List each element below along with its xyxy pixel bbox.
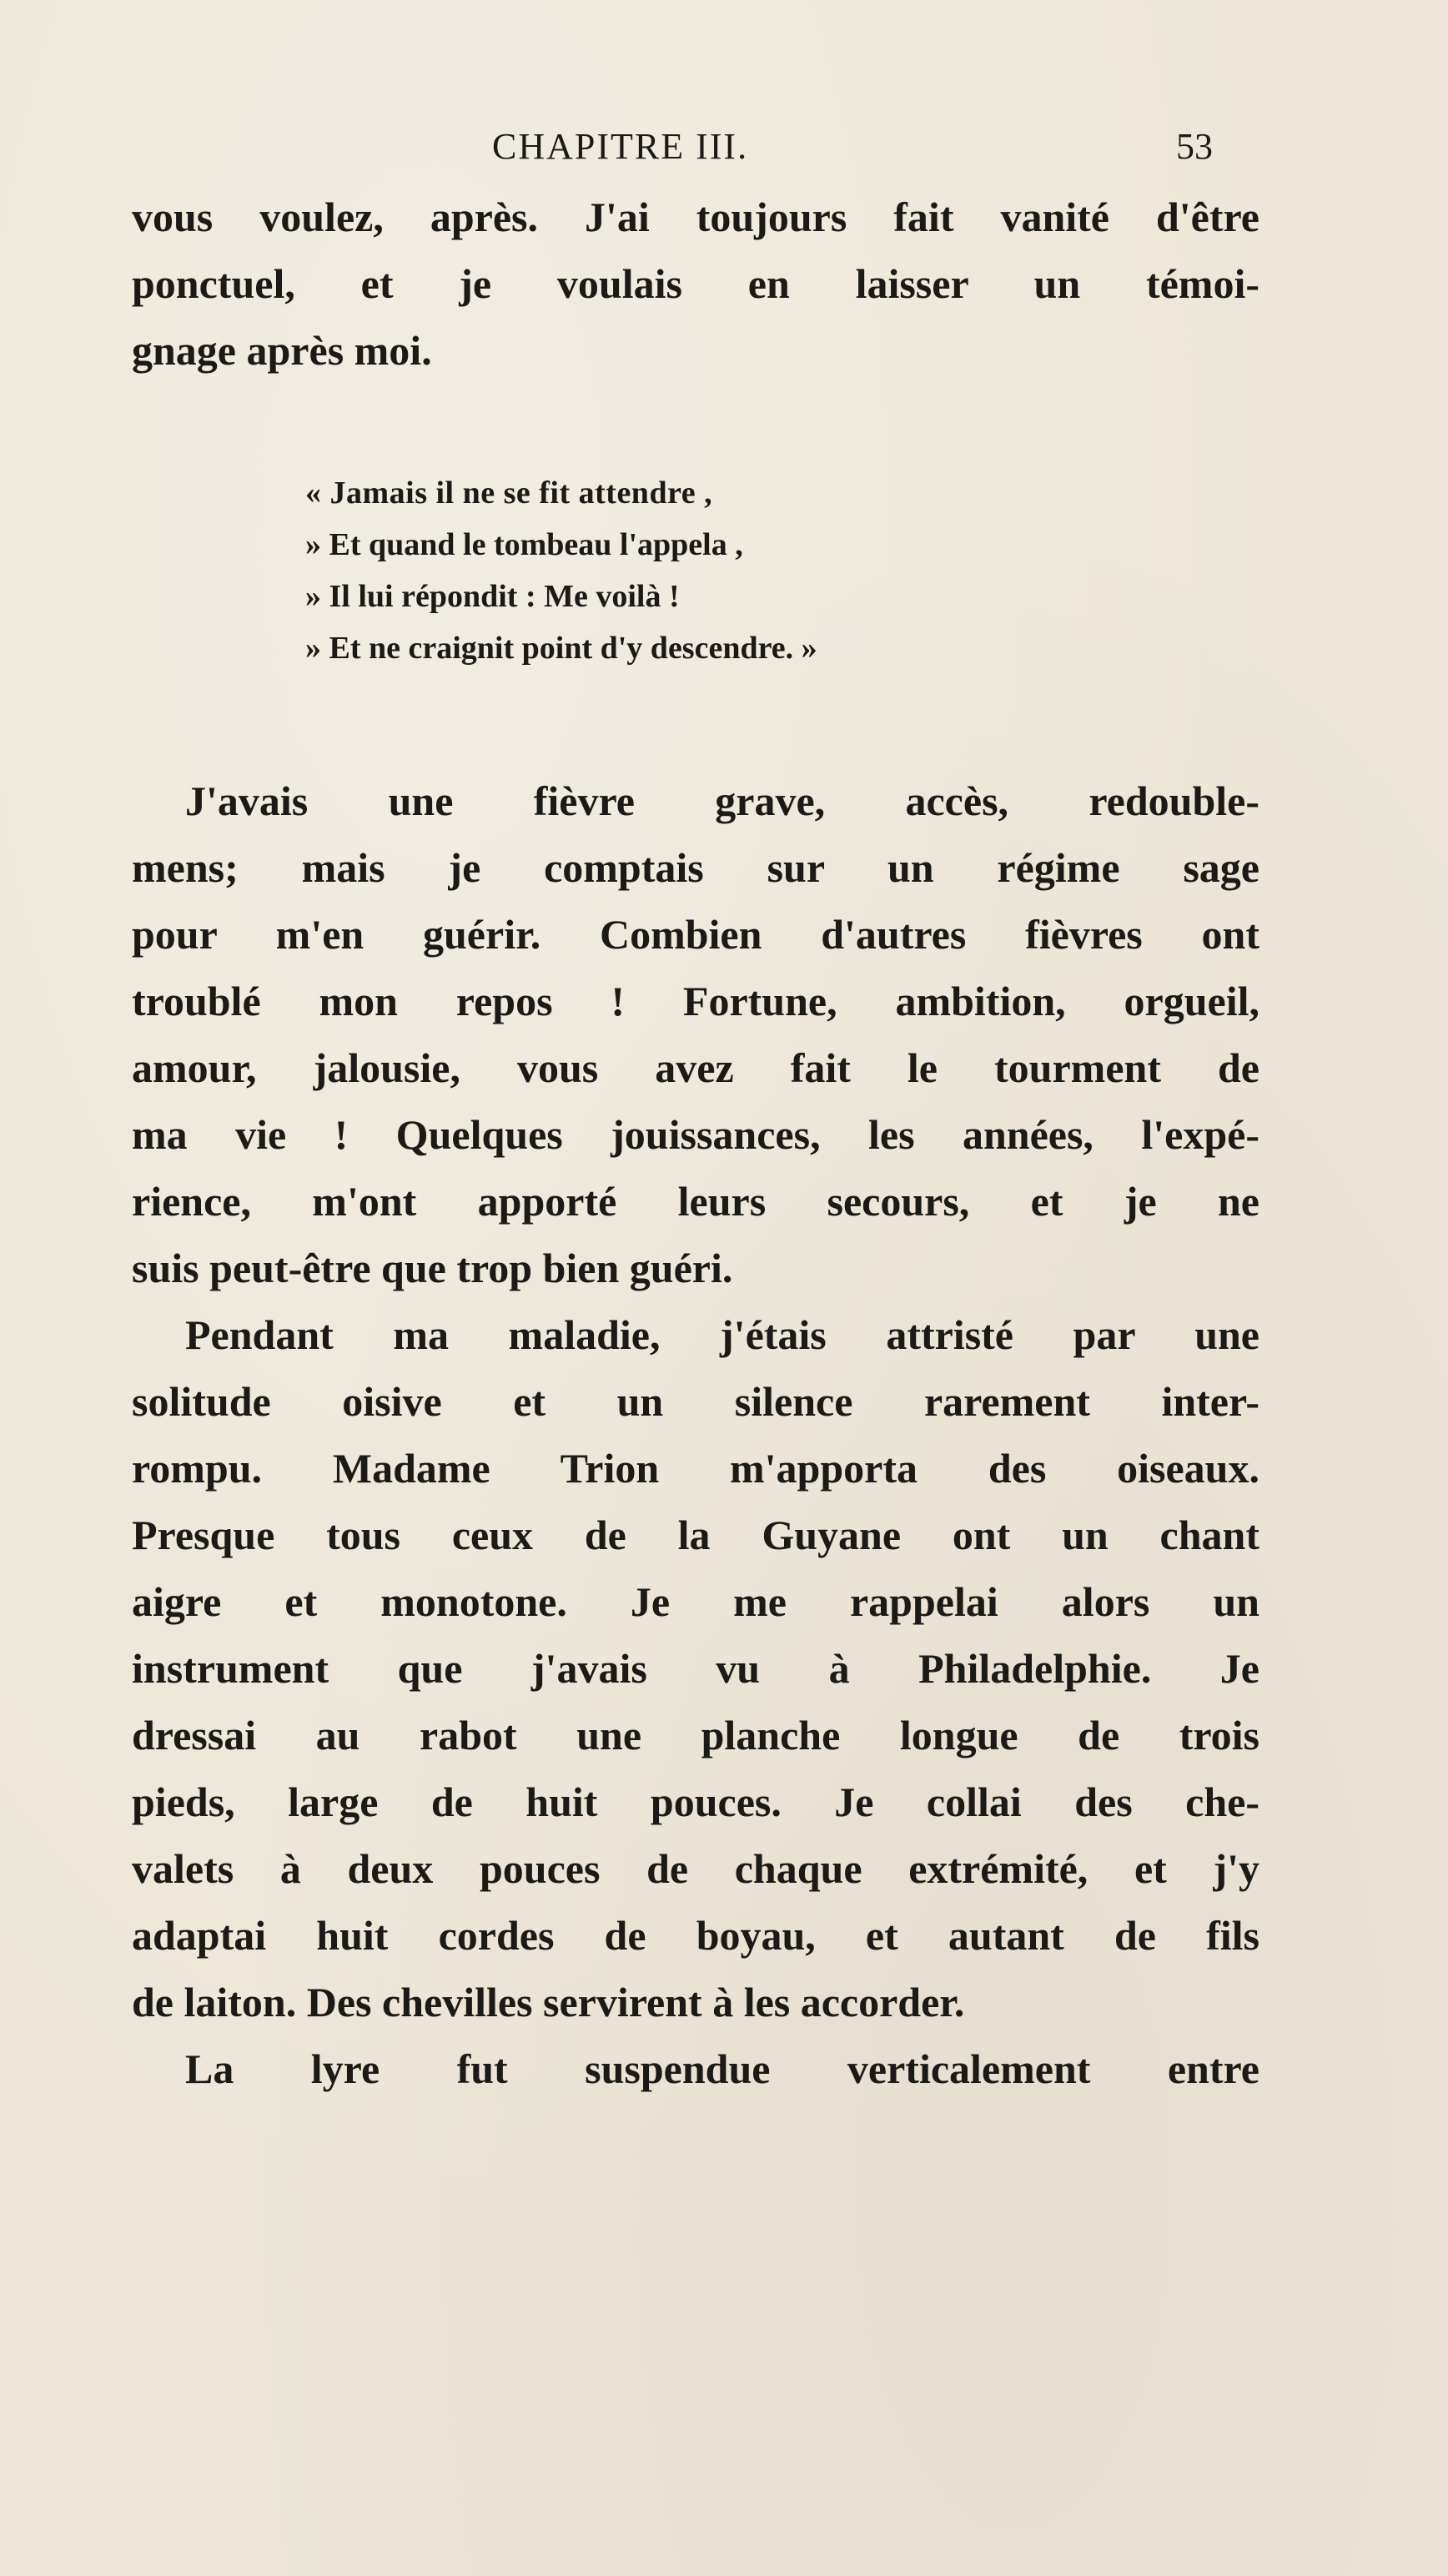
text-line: instrument que j'avais vu à Philadelphie. Je: [132, 1645, 1259, 1692]
text-line: Presque tous ceux de la Guyane ont un chant: [132, 1512, 1259, 1558]
text-line: dressai au rabot une planche longue de trois: [132, 1712, 1259, 1758]
text-line: solitude oisive et un silence rarement inter-: [132, 1378, 1259, 1425]
text-line: troublé mon repos ! Fortune, ambition, orgueil,: [132, 978, 1259, 1024]
text-line: vous voulez, après. J'ai toujours fait vanité d'être: [132, 194, 1259, 240]
text-line: aigre et monotone. Je me rappelai alors un: [132, 1578, 1259, 1625]
text-line: adaptai huit cordes de boyau, et autant de fils: [132, 1912, 1259, 1959]
text-line: valets à deux pouces de chaque extrémité, et j'y: [132, 1845, 1259, 1892]
verse-line: » Il lui répondit : Me voilà !: [305, 579, 680, 614]
paragraph-2: [132, 767, 1259, 1301]
verse-line: » Et ne craignit point d'y descendre. »: [305, 631, 817, 666]
text-line: gnage après moi.: [132, 327, 432, 374]
body-text: [132, 767, 1259, 2102]
text-line: Pendant ma maladie, j'étais attristé par une: [185, 1311, 1259, 1358]
chapter-title: CHAPITRE III.: [492, 126, 749, 167]
text-line: pieds, large de huit pouces. Je collai des che-: [132, 1779, 1259, 1825]
verse-quotation: [305, 467, 1056, 674]
paragraph-3: [132, 1301, 1259, 2035]
text-line: suis peut-être que trop bien guéri.: [132, 1245, 733, 1291]
paragraph-1: [132, 184, 1259, 384]
text-line: pour m'en guérir. Combien d'autres fièvres ont: [132, 911, 1259, 958]
text-line: amour, jalousie, vous avez fait le tourment de: [132, 1044, 1259, 1091]
text-line: rience, m'ont apporté leurs secours, et je ne: [132, 1178, 1259, 1225]
text-line: ponctuel, et je voulais en laisser un témoi-: [132, 260, 1259, 307]
page-number: 53: [1176, 126, 1213, 167]
text-line: J'avais une fièvre grave, accès, redouble-: [185, 777, 1259, 824]
text-line: La lyre fut suspendue verticalement entre: [185, 2045, 1259, 2092]
text-line: ma vie ! Quelques jouissances, les années, l'expé-: [132, 1111, 1259, 1158]
text-line: mens; mais je comptais sur un régime sage: [132, 844, 1259, 891]
verse-line: » Et quand le tombeau l'appela ,: [305, 527, 743, 562]
text-line: de laiton. Des chevilles servirent à les accorder.: [132, 1979, 965, 2025]
paragraph-4: [132, 2035, 1259, 2102]
text-line: rompu. Madame Trion m'apporta des oiseaux.: [132, 1445, 1259, 1492]
verse-line: « Jamais il ne se fit attendre ,: [305, 475, 713, 511]
